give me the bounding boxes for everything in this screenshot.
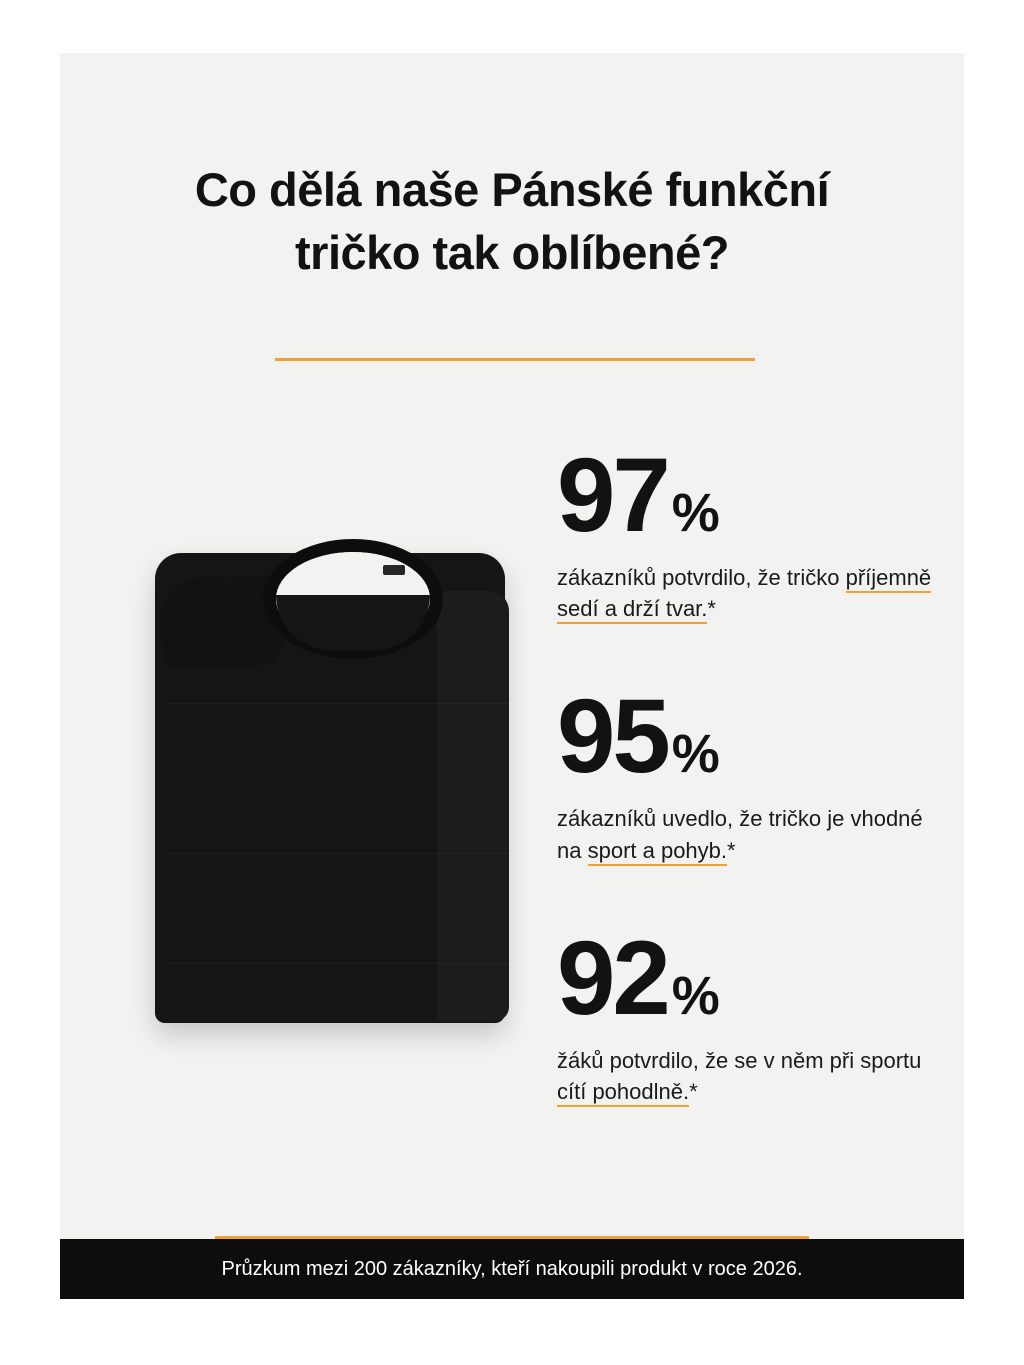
stat-description [557,1045,937,1107]
stat-description-before: žáků potvrdilo, že se v něm při sportu [557,1047,922,1073]
stat-number: 97 [557,437,668,554]
stat-description-before: zákazníků uvedlo, že tričko je vhodné na [557,806,923,863]
percent-sign: % [671,724,719,785]
accent-divider [275,358,755,361]
footnote-text: Průzkum mezi 200 zákazníky, kteří nakoupili produkt v roce 2026. [221,1257,803,1280]
stat-description-highlight: příjemně sedí a drží tvar. [557,565,931,624]
percent-sign: % [671,965,719,1026]
stat-number: 92 [557,919,668,1037]
stat-description [557,803,937,865]
stat-number: 95 [557,678,668,796]
tshirt-fold-line [167,963,513,964]
stat-description-after: * [689,1079,698,1105]
stat-item [557,437,937,624]
tshirt-fold-line [167,853,513,854]
headline-line-1: Co dělá naše Pánské funkční [194,163,830,216]
stat-item [557,919,937,1107]
stat-description-after: * [727,837,736,863]
stat-description [557,562,937,624]
stat-description-highlight: sport a pohyb. [588,838,727,866]
poster-canvas [60,53,964,1299]
stat-item [557,678,937,865]
stat-value-row [557,919,937,1037]
stat-value-row [557,678,937,796]
stats-list [557,437,937,1107]
page-title [60,158,964,285]
stat-description-before: zákazníků potvrdilo, že tričko [557,565,846,590]
stat-description-highlight: cítí pohodlně. [557,1079,689,1107]
headline-line-2: tričko tak oblíbené? [295,226,729,280]
tshirt-neck-label [383,565,405,575]
footnote-bar [60,1239,964,1299]
percent-sign: % [671,483,719,543]
stat-value-row [557,437,937,554]
tshirt-sleeve [437,591,509,1021]
tshirt-fold-line [167,703,513,704]
stat-description-after: * [707,596,716,622]
product-image [145,523,515,1043]
